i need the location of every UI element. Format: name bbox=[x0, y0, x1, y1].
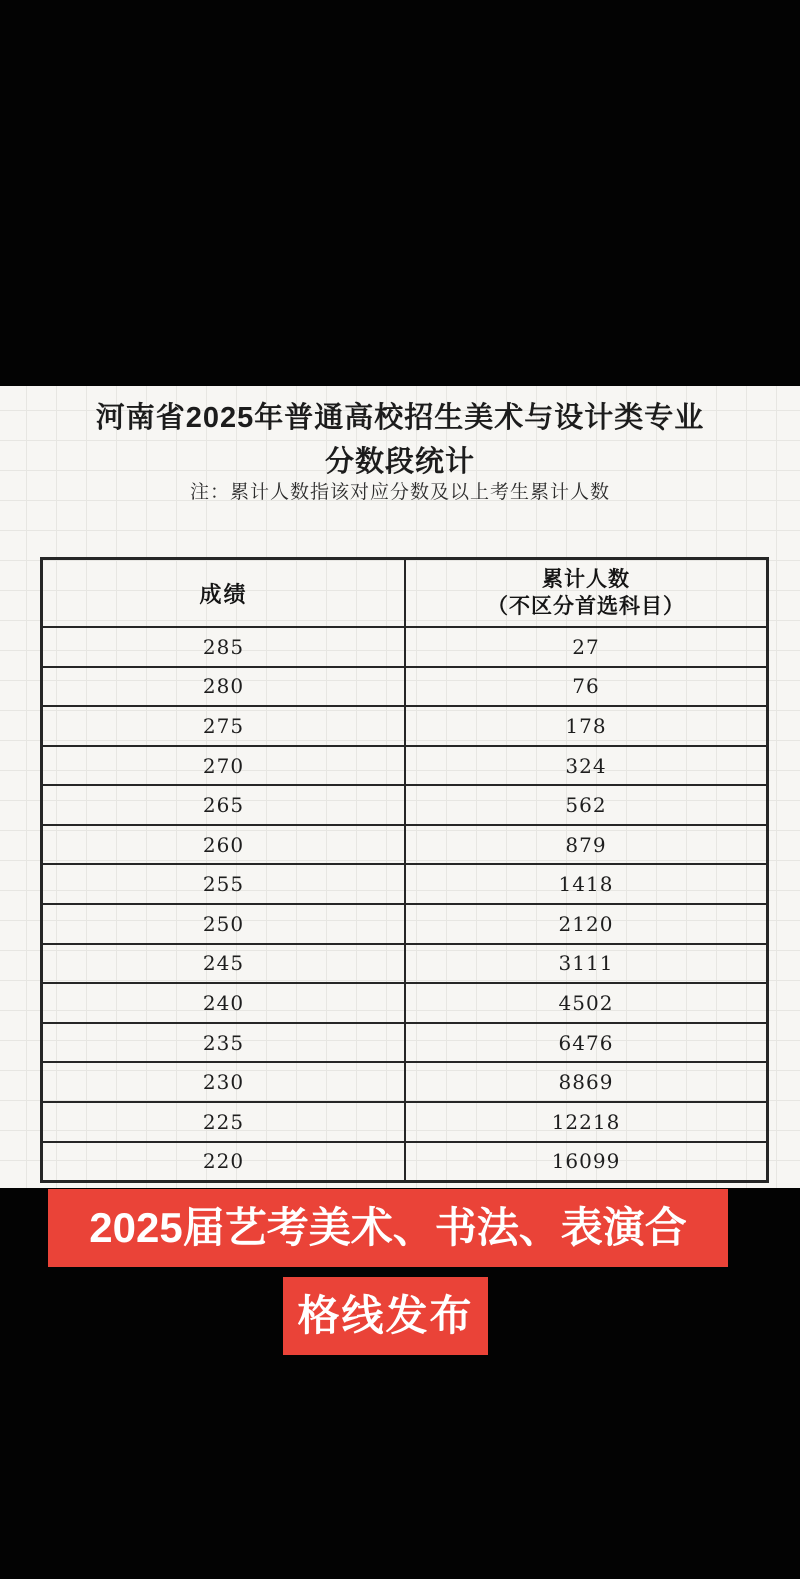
table-row bbox=[43, 1022, 766, 1062]
table-row bbox=[43, 1141, 766, 1181]
score-cell: 285 bbox=[43, 628, 406, 666]
count-cell: 3111 bbox=[558, 951, 614, 976]
table-row bbox=[43, 943, 766, 983]
count-cell: 2120 bbox=[558, 911, 614, 936]
score-cell: 275 bbox=[43, 707, 406, 745]
page-title-line2: 分数段统计 bbox=[324, 446, 475, 478]
score-cell: 280 bbox=[43, 668, 406, 706]
page-title-line1: 河南省2025年普通高校招生美术与设计类专业 bbox=[95, 402, 705, 434]
score-cell: 225 bbox=[43, 1103, 406, 1141]
score-cell: 260 bbox=[43, 826, 406, 864]
table-note: 注：累计人数指该对应分数及以上考生累计人数 bbox=[189, 482, 610, 503]
count-cell: 6476 bbox=[558, 1030, 614, 1055]
score-cell: 245 bbox=[43, 945, 406, 983]
score-cell: 220 bbox=[43, 1143, 406, 1181]
table-row bbox=[43, 903, 766, 943]
table-row bbox=[43, 982, 766, 1022]
count-column-header bbox=[406, 560, 766, 626]
count-cell: 178 bbox=[565, 713, 607, 738]
score-cell: 265 bbox=[43, 786, 406, 824]
table-row bbox=[43, 824, 766, 864]
score-cell: 230 bbox=[43, 1063, 406, 1101]
caption-banner-line2: 格线发布 bbox=[283, 1277, 488, 1355]
table-row bbox=[43, 863, 766, 903]
count-cell: 12218 bbox=[551, 1109, 621, 1134]
table-header-row bbox=[43, 560, 766, 628]
table-row bbox=[43, 1101, 766, 1141]
count-column-header-line1: 累计人数 bbox=[542, 568, 630, 591]
count-cell: 324 bbox=[565, 753, 607, 778]
table-row bbox=[43, 745, 766, 785]
count-cell: 27 bbox=[572, 634, 600, 659]
count-cell: 76 bbox=[572, 674, 600, 699]
table-body bbox=[43, 628, 766, 1180]
table-row bbox=[43, 784, 766, 824]
caption-banner-line1: 2025届艺考美术、书法、表演合 bbox=[48, 1189, 728, 1267]
table-row bbox=[43, 1061, 766, 1101]
count-cell: 4502 bbox=[558, 990, 614, 1015]
table-row bbox=[43, 666, 766, 706]
score-table bbox=[40, 557, 769, 1183]
score-cell: 250 bbox=[43, 905, 406, 943]
score-cell: 235 bbox=[43, 1024, 406, 1062]
score-column-header: 成绩 bbox=[43, 560, 406, 626]
table-row bbox=[43, 628, 766, 666]
table-row bbox=[43, 705, 766, 745]
count-cell: 8869 bbox=[558, 1070, 614, 1095]
score-cell: 240 bbox=[43, 984, 406, 1022]
count-cell: 16099 bbox=[551, 1149, 621, 1174]
count-cell: 1418 bbox=[558, 872, 614, 897]
count-column-header-line2: （不区分首选科目） bbox=[487, 595, 685, 618]
page-title bbox=[0, 396, 800, 484]
score-cell: 255 bbox=[43, 865, 406, 903]
count-cell: 879 bbox=[565, 832, 607, 857]
score-cell: 270 bbox=[43, 747, 406, 785]
count-cell: 562 bbox=[565, 793, 607, 818]
